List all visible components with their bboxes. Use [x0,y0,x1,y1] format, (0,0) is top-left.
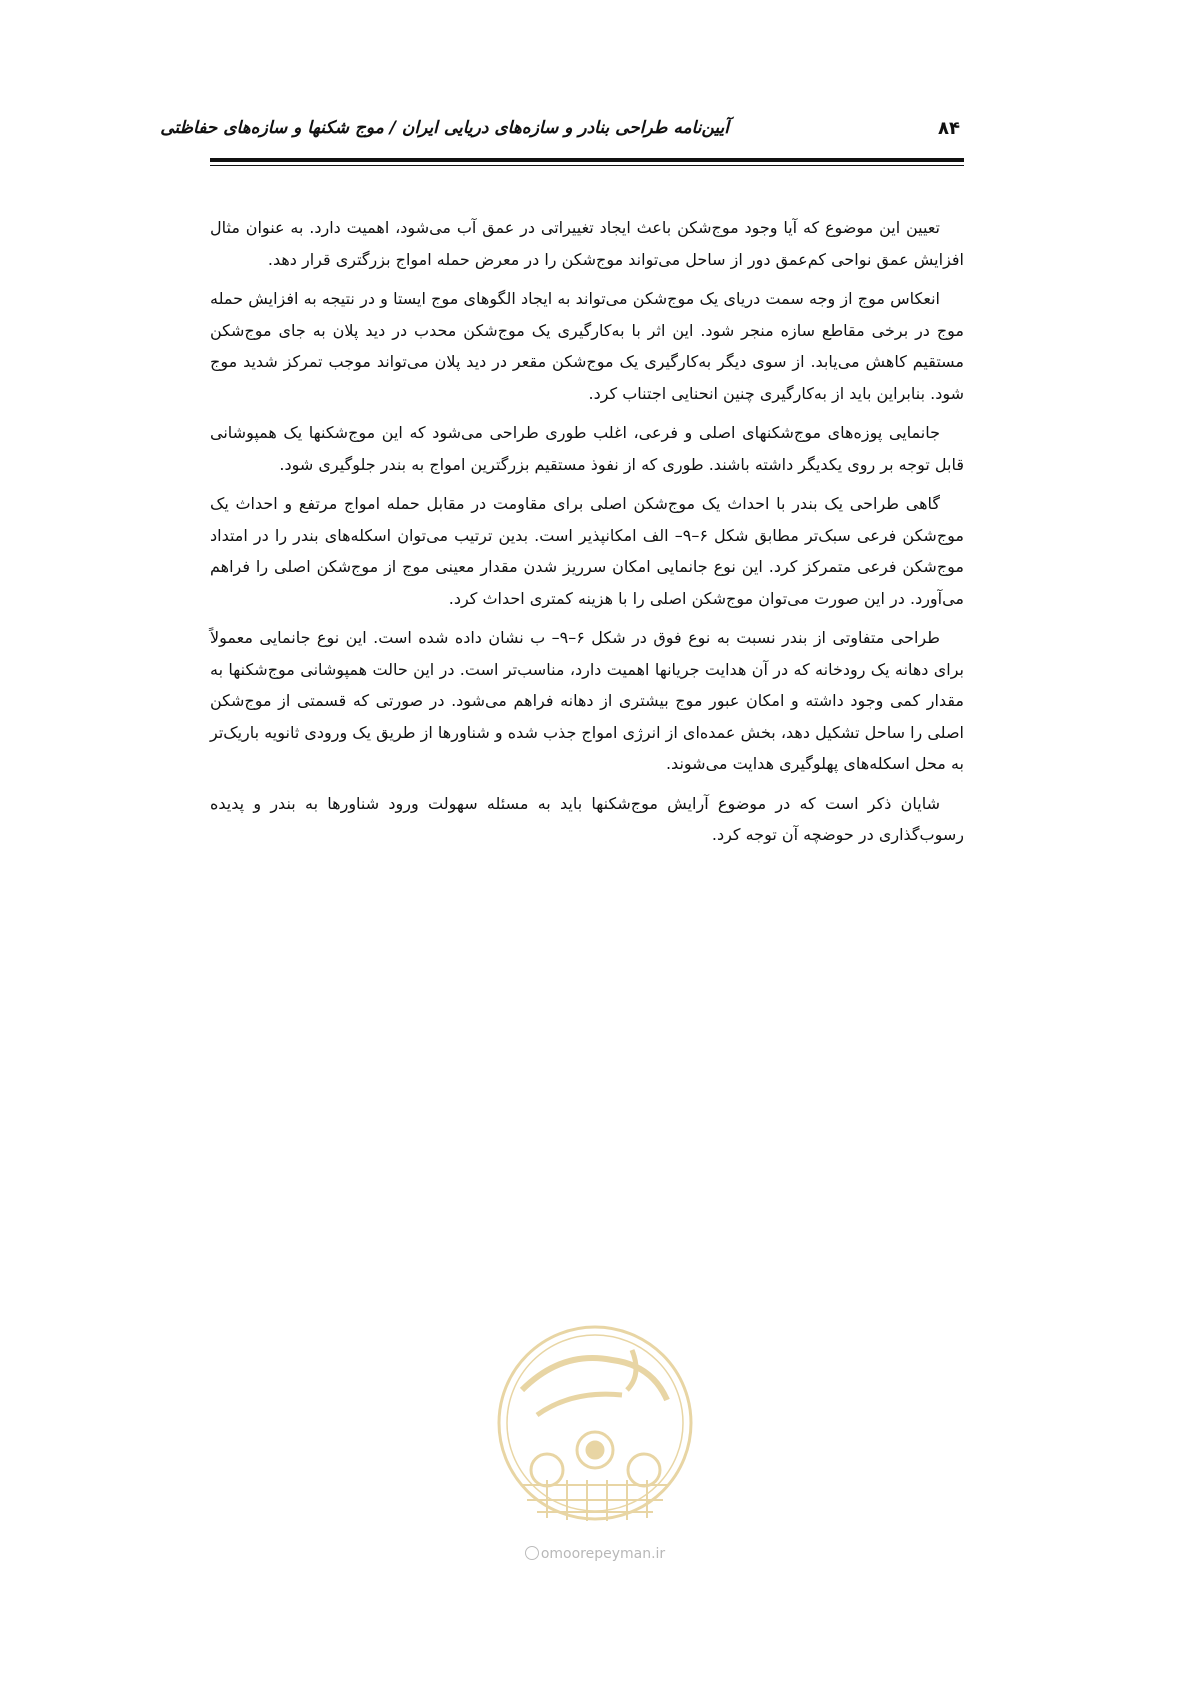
paragraph: جانمایی پوزه‌های موج‌شکنهای اصلی و فرعی، اغلب طوری طراحی می‌شود که این موج‌شکنها یک همپوشانی قابل توجه بر روی یکدیگر داشته باشند. طوری که از نفوذ مستقیم بزرگترین امواج به بندر جلوگیری شود. [210,423,964,474]
running-title: آیین‌نامه طراحی بنادر و سازه‌های دریایی ایران / موج شکنها و سازه‌های حفاظتی [160,118,729,138]
body-text [210,212,964,859]
header-rule-thick [210,158,964,162]
paragraph: شایان ذکر است که در موضوع آرایش موج‌شکنها باید به مسئله سهولت ورود شناورها به بندر و پدیده رسوب‌گذاری در حوضچه آن توجه کرد. [210,793,964,844]
paragraph: طراحی متفاوتی از بندر نسبت به نوع فوق در شکل ۶–۹– ب نشان داده شده است. این نوع جانمایی معمولاً برای دهانه یک رودخانه که در آن هدایت جریانها اهمیت دارد، مناسب‌تر است. در این حالت همپوشانی موج‌شکنها به مقدار کمی وجود داشته و امکان عبور موج بیشتری از دهانه فراهم می‌شود. در صورتی که قسمتی از موج‌شکن اصلی را ساحل تشکیل دهد، بخش عمده‌ای از انرژی امواج جذب شده و شناورها از طریق یک ورودی ثانویه باریک‌تر به محل اسکله‌های پهلوگیری هدایت می‌شوند. [210,628,964,773]
globe-icon [525,1546,539,1560]
header-rule-thin [210,165,964,166]
watermark-url [0,1546,1190,1562]
paragraph: گاهی طراحی یک بندر با احداث یک موج‌شکن اصلی برای مقاومت در مقابل حمله امواج مرتفع و احداث یک موج‌شکن فرعی سبک‌تر مطابق شکل ۶–۹– الف امکانپذیر است. بدین ترتیب می‌توان اسکله‌های بندر را در امتداد موج‌شکن فرعی متمرکز کرد. این نوع جانمایی امکان سرریز شدن مقدار معینی موج از موج‌شکن اصلی را فراهم می‌آورد. در این صورت می‌توان موج‌شکن اصلی را با هزینه کمتری احداث کرد. [210,494,964,608]
page-number: ۸۴ [938,118,960,139]
watermark-seal-logo [492,1320,698,1540]
page-header [160,118,964,158]
watermark-url-text: omoorepeyman.ir [540,1546,666,1562]
paragraph: تعیین این موضوع که آیا وجود موج‌شکن باعث ایجاد تغییراتی در عمق آب می‌شود، اهمیت دارد. به عنوان مثال افزایش عمق نواحی کم‌عمق دور از ساحل می‌تواند موج‌شکن را در معرض حمله امواج بزرگتری قرار دهد. [210,218,964,269]
paragraph: انعکاس موج از وجه سمت دریای یک موج‌شکن می‌تواند به ایجاد الگوهای موج ایستا و در نتیجه به افزایش حمله موج در برخی مقاطع سازه منجر شود. این اثر با به‌کارگیری یک موج‌شکن محدب در دید پلان به جای موج‌شکن مستقیم کاهش می‌یابد. از سوی دیگر به‌کارگیری یک موج‌شکن مقعر در دید پلان می‌تواند موجب تمرکز شدید موج شود. بنابراین باید از به‌کارگیری چنین انحنایی اجتناب کرد. [210,289,964,403]
